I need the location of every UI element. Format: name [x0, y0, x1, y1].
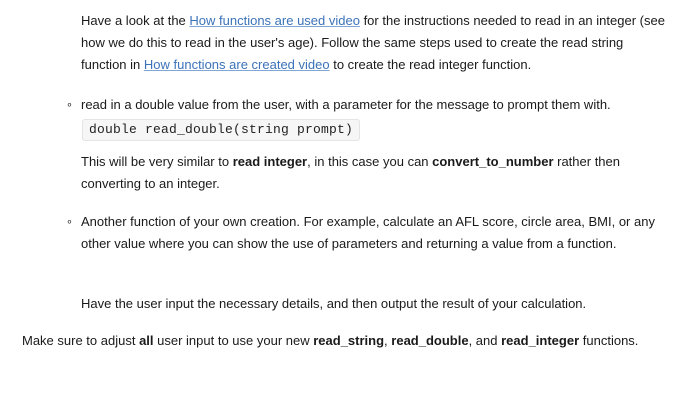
list-item-text: Another function of your own creation. For example, calculate an AFL score, circle area, BMI, or any other value where you can show the use of parameters and returning a value from a function. — [81, 214, 655, 251]
intro-text-2: for the instructions needed to read in an integer (see how we do this to read in the user's age). Follow the same steps used to create the read string function in — [81, 13, 665, 72]
bullet-marker: ∘ — [66, 216, 73, 228]
outro-text-3: , — [384, 333, 392, 348]
outro-bold-read-integer: read_integer — [501, 333, 580, 348]
how-functions-are-created-video-link[interactable]: How functions are created video — [143, 57, 330, 72]
list-item-read-double — [66, 94, 676, 141]
list-item-own-function — [66, 211, 676, 255]
outro-bold-all: all — [139, 333, 154, 348]
bullet-marker: ∘ — [66, 99, 73, 111]
outro-bold-read-double: read_double — [391, 333, 469, 348]
closing-paragraph — [22, 330, 672, 352]
outro-text-2: user input to use your new — [153, 333, 314, 348]
outro-text-1: Make sure to adjust — [22, 333, 140, 348]
outro-text-4: , and — [468, 333, 502, 348]
read-double-note — [81, 151, 671, 195]
outro-text-5: functions. — [579, 333, 639, 348]
note-text-3: rather then converting to an integer. — [81, 154, 621, 191]
note-text-2: , in this case you can — [307, 154, 433, 169]
code-snippet: double read_double(string prompt) — [82, 119, 360, 141]
note-text-1: This will be very similar to — [81, 154, 233, 169]
own-function-note: Have the user input the necessary details, and then output the result of your calculation. — [81, 296, 587, 311]
intro-text-1: Have a look at the — [81, 13, 190, 28]
intro-paragraph — [81, 10, 671, 76]
how-functions-are-used-video-link[interactable]: How functions are used video — [189, 13, 360, 28]
list-item-text: read in a double value from the user, with a parameter for the message to prompt them with. — [81, 97, 611, 112]
intro-text-3: to create the read integer function. — [329, 57, 532, 72]
outro-bold-read-string: read_string — [313, 333, 385, 348]
note-bold-convert-to-number: convert_to_number — [432, 154, 554, 169]
note-bold-read-integer: read integer — [232, 154, 308, 169]
